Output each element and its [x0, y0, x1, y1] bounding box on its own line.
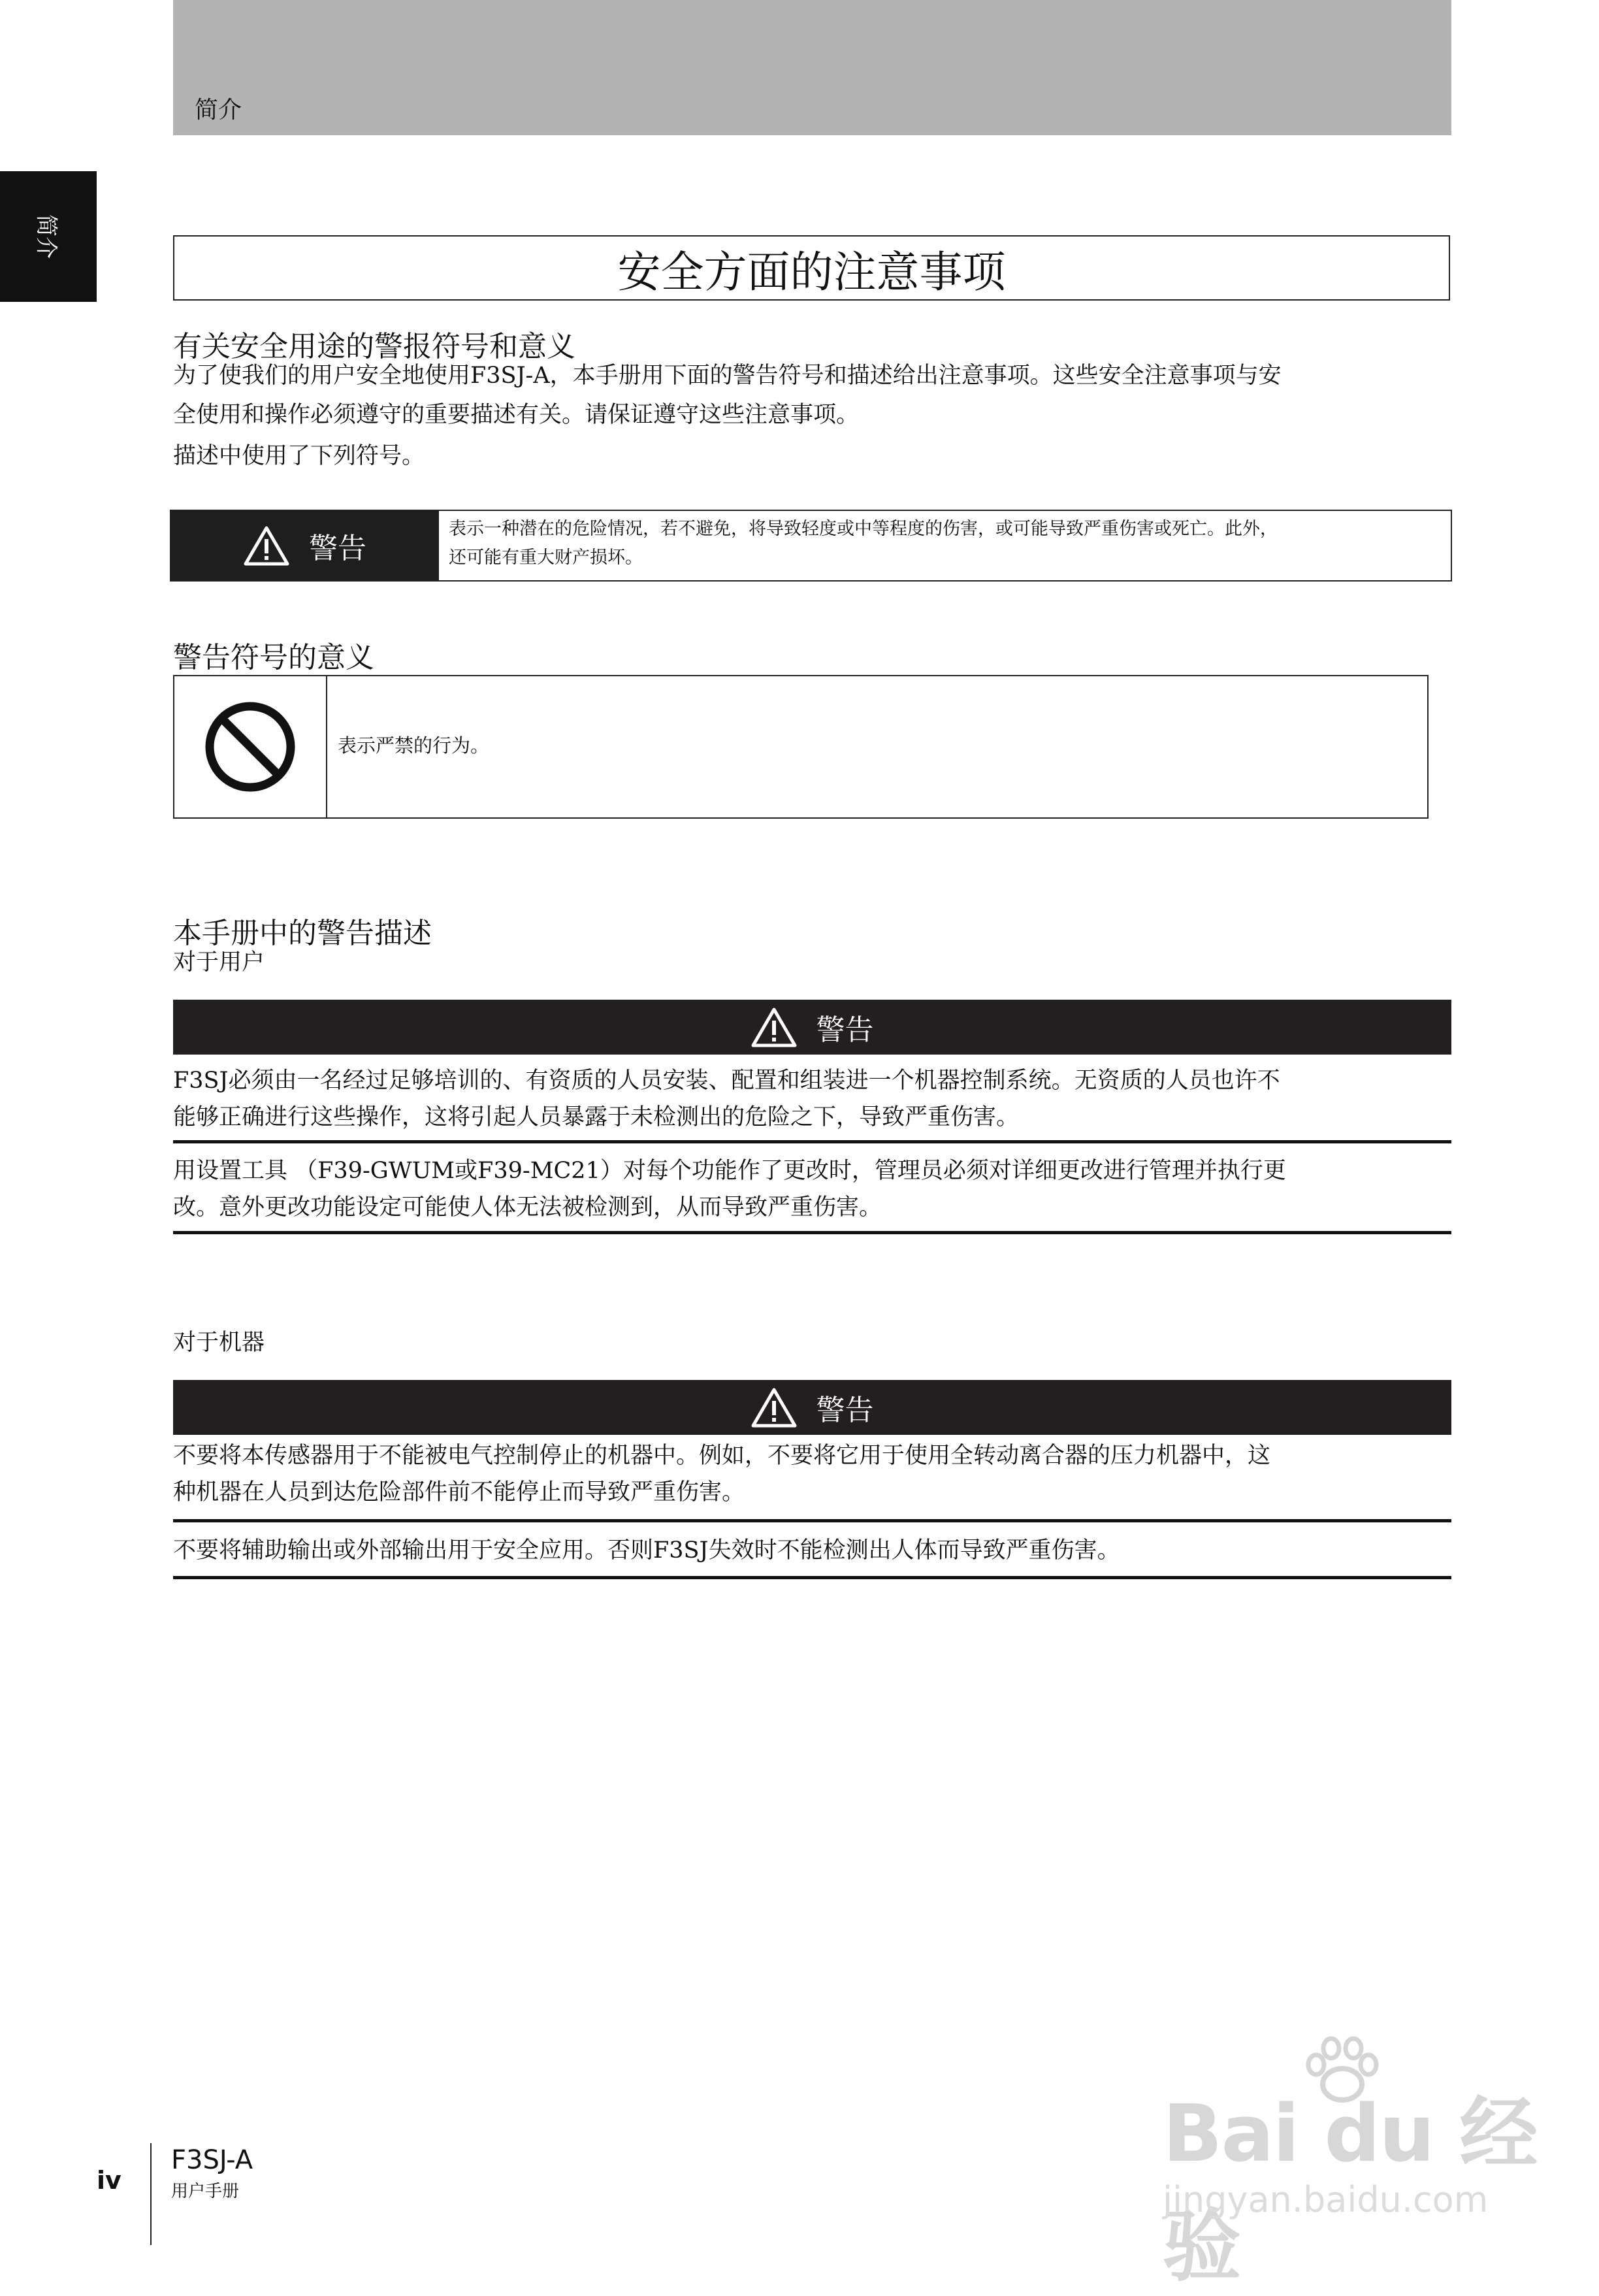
- warning-item-line: 种机器在人员到达危险部件前不能停止而导致严重伤害。: [173, 1479, 745, 1505]
- header-section-label: 简介: [195, 97, 242, 123]
- warning-definition-line: 表示一种潜在的危险情况，若不避免，将导致轻度或中等程度的伤害，或可能导致严重伤害或死亡。此外，: [449, 519, 1278, 539]
- subheading-for-user: 对于用户: [173, 949, 265, 976]
- section-heading-alert-symbols: 有关安全用途的警报符号和意义: [173, 330, 575, 363]
- subheading-for-machine: 对于机器: [173, 1330, 265, 1356]
- divider: [173, 1231, 1451, 1234]
- side-tab-label: 简介: [33, 214, 59, 259]
- divider: [173, 1519, 1451, 1522]
- footer-divider: [150, 2143, 152, 2245]
- warning-definition-label: 警告: [309, 532, 366, 565]
- warning-item-line: 用设置工具 （F39-GWUM或F39-MC21）对每个功能作了更改时，管理员必须对详细更改进行管理并执行更: [173, 1158, 1286, 1184]
- symbol-cell: [174, 676, 327, 817]
- watermark-brand: Bai du 经验: [1163, 2089, 1537, 2292]
- warning-bar-user: [173, 1000, 1451, 1055]
- page-title: 安全方面的注意事项: [617, 246, 1006, 297]
- section-heading-symbol-meaning: 警告符号的意义: [173, 641, 374, 674]
- warning-definition-line: 还可能有重大财产损坏。: [449, 548, 643, 568]
- warning-item: [173, 1062, 1453, 1136]
- baidu-watermark: [1150, 2039, 1542, 2292]
- footer-model: F3SJ-A: [171, 2145, 253, 2175]
- intro-paragraph-line: 描述中使用了下列符号。: [173, 443, 425, 469]
- side-tab[interactable]: [0, 171, 97, 302]
- symbol-meaning-table: [173, 675, 1429, 819]
- divider: [173, 1576, 1451, 1579]
- symbol-description: 表示严禁的行为。: [338, 734, 490, 757]
- warning-definition-description: [449, 515, 1442, 572]
- prohibited-icon: [201, 698, 299, 796]
- warning-item-line: F3SJ必须由一名经过足够培训的、有资质的人员安装、配置和组装进一个机器控制系统。无资质的人员也许不: [173, 1068, 1280, 1094]
- warning-item-line: 不要将辅助输出或外部输出用于安全应用。否则F3SJ失效时不能检测出人体而导致严重伤害。: [173, 1537, 1120, 1564]
- warning-definition-label-cell: [171, 511, 439, 580]
- warning-triangle-icon: [751, 1387, 797, 1428]
- warning-item-line: 改。意外更改功能设定可能使人体无法被检测到，从而导致严重伤害。: [173, 1194, 882, 1221]
- section-heading-manual-warnings: 本手册中的警告描述: [173, 917, 432, 950]
- page-title-box: [173, 235, 1450, 301]
- divider: [173, 1140, 1451, 1143]
- header-band: [173, 0, 1451, 135]
- warning-bar-machine: [173, 1380, 1451, 1435]
- page-number: iv: [97, 2166, 121, 2195]
- footer-manual-title: 用户手册: [171, 2182, 240, 2201]
- warning-item: [173, 1153, 1453, 1226]
- warning-bar-label: 警告: [816, 1394, 874, 1427]
- warning-triangle-icon: [244, 525, 289, 566]
- intro-paragraph-line: 全使用和操作必须遵守的重要描述有关。请保证遵守这些注意事项。: [173, 402, 860, 428]
- warning-definition-table: [170, 510, 1452, 582]
- intro-paragraph-line: 为了使我们的用户安全地使用F3SJ-A，本手册用下面的警告符号和描述给出注意事项。这些安全注意事项与安: [173, 363, 1282, 389]
- warning-item: [173, 1532, 1453, 1569]
- warning-item-line: 能够正确进行这些操作，这将引起人员暴露于未检测出的危险之下，导致严重伤害。: [173, 1104, 1020, 1130]
- warning-bar-label: 警告: [816, 1013, 874, 1047]
- watermark-url: jingyan.baidu.com: [1163, 2179, 1489, 2220]
- warning-triangle-icon: [751, 1007, 797, 1047]
- warning-item-line: 不要将本传感器用于不能被电气控制停止的机器中。例如，不要将它用于使用全转动离合器的压力机器中，这: [173, 1443, 1271, 1469]
- warning-item: [173, 1437, 1453, 1511]
